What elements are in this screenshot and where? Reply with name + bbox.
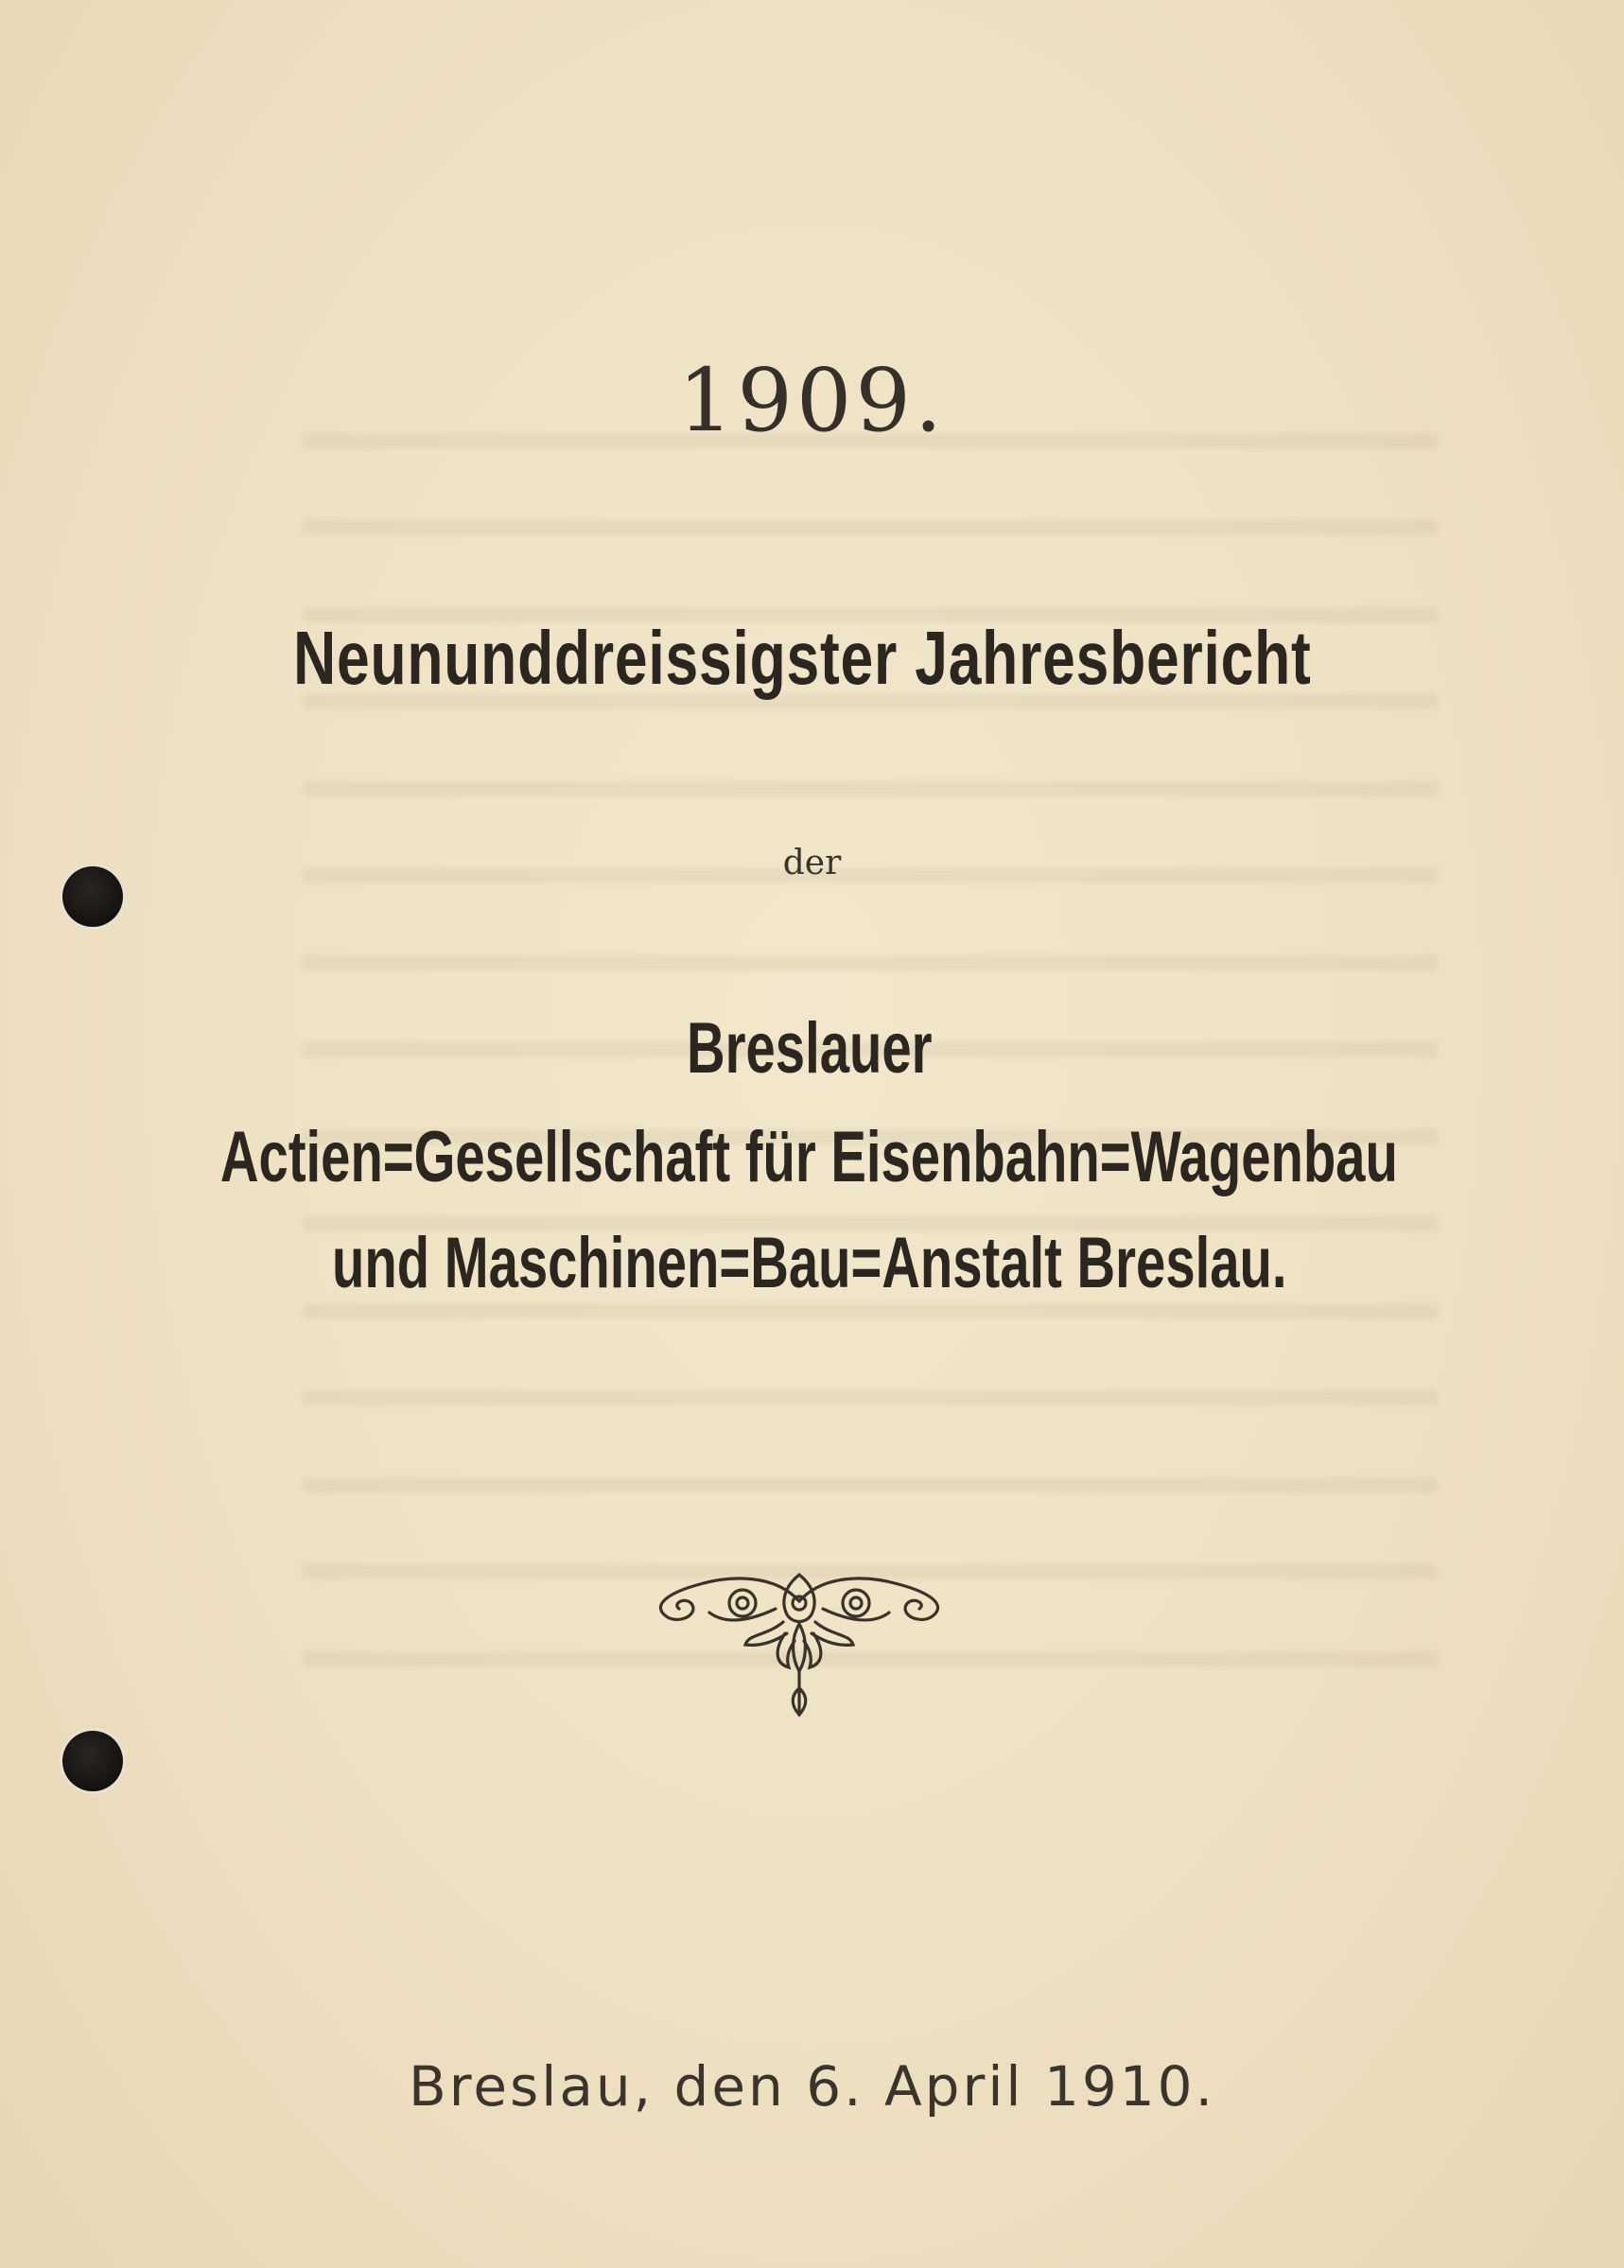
company-name-line-1: Breslauer — [687, 1008, 933, 1089]
report-title: Neununddreissigster Jahresbericht — [293, 616, 1312, 700]
report-year: 1909. — [677, 350, 947, 451]
preposition-der: der — [782, 844, 842, 882]
company-name-line-2: Actien=Gesellschaft für Eisenbahn=Wagenbau — [219, 1117, 1398, 1197]
punch-hole-bottom — [62, 1731, 123, 1791]
company-name-line-3: und Maschinen=Bau=Anstalt Breslau. — [332, 1223, 1287, 1303]
place-and-date: Breslau, den 6. April 1910. — [408, 2054, 1216, 2119]
flourish-ornament-icon — [643, 1565, 955, 1726]
